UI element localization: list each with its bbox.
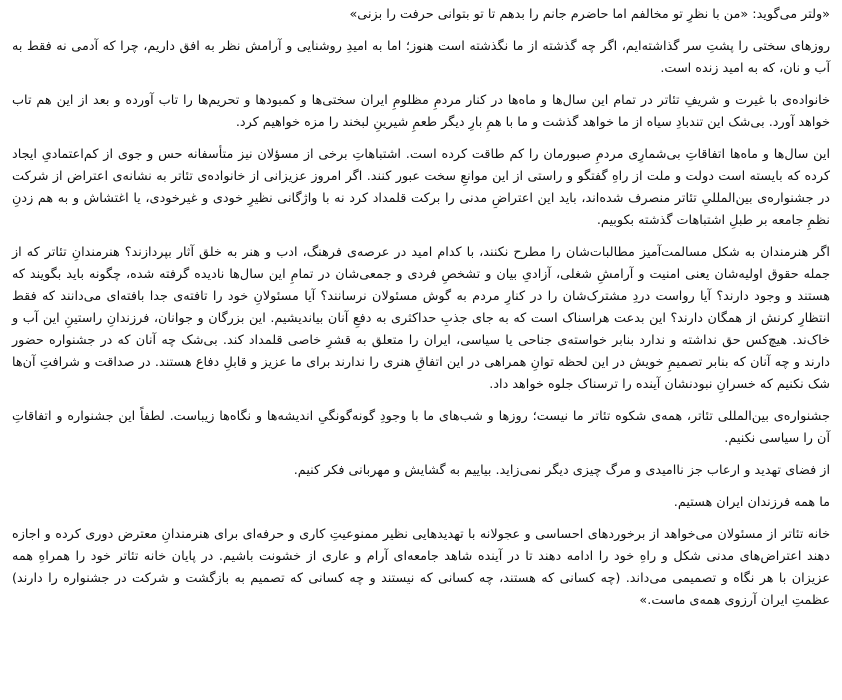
paragraph: خانه تئاتر از مسئولان می‌خواهد از برخوردهای احساسی و عجولانه با تهدیدهایی نظیر ممنوعیتِ کاری و حرفه‌ای برای هنرمندانِ معترض دوری کرده و اجازه دهند اعتراض‌های مدنی شکل و راهِ خود را ادامه دهند تا در آینده شاهد جامعه‌ای آرام و عاری از خشونت باشیم. در پایان خانه تئاتر خود را همراهِ همه عزیزان با هر نگاه و تصمیمی می‌داند. (چه کسانی که هستند، چه کسانی که نیستند و چه کسانی که تصمیم به بازگشت و شرکت در جشنواره را دارند) عظمتِ ایران آرزوی همه‌ی ماست.» — [12, 527, 830, 608]
paragraph: این سال‌ها و ماه‌ها اتفاقاتِ بی‌شمارِی مردمِ صبورمان را کم طاقت کرده است. اشتباهاتِ برخی از مسؤلان نیز متأسفانه حس و جوی از کم‌اعتمادیِ ایجاد کرده که بایسته است دولت و ملت از راهِ گفتگو و راستی از این موانعِ سخت عبور کنند. اگر امروز عزیزانی از خانواده‌ی تئاتر به نشانه‌ی اعتراض از شرکت در جشنواره‌ی بین‌المللیِ تئاتر منصرف شده‌اند، باید این اعتراضِ مدنی را برکت قلمداد کرد نه با واژگانی نظیرِ خودی و غیرخودی، یا اغتشاش و به هم زدنِ نظمِ جامعه بر طبلِ اشتباهات گذشته بکوبیم. — [12, 147, 830, 228]
paragraph: روزهای سختی را پشتِ سر گذاشته‌ایم، اگر چه گذشته از ما نگذشته است هنوز؛ اما به امیدِ روشنایی و آرامش نظر به افق داریم، چرا که آدمی نه فقط به آب و نان، که به امید زنده است. — [12, 39, 830, 76]
paragraph: جشنواره‌ی بین‌المللی تئاتر، همه‌ی شکوه تئاتر ما نیست؛ روزها و شب‌های ما با وجودِ گونه‌گونگیِ اندیشه‌ها و نگاه‌ها زیباست. لطفاً این جشنواره و اتفاقاتِ آن را سیاسی نکنیم. — [12, 409, 830, 446]
paragraph: اگر هنرمندان به شکل مسالمت‌آمیز مطالبات‌شان را مطرح نکنند، با کدام امید در عرصه‌ی فرهنگ، ادب و هنر به خلق آثار بپردازند؟ هنرمندانِ تئاتر که از جمله حقوق اولیه‌شان یعنی امنیت و آرامشِ شغلی، آزادیِ بیان و تشخصِ فردی و جمعی‌شان در تمامِ این سال‌ها نادیده گرفته شده، چگونه باید بگویند که هستند و وجود دارند؟ آیا رواست دردِ مشترک‌شان را در کنارِ مردم به گوش مسئولان نرسانند؟ آیا مسئولانِ خود را تافته‌ی جدا بافته‌ای می‌دانند که فقط انتظارِ کرنش از همگان دارند؟ این بدعت هراسناک است که به جای جذبِ حداکثری به دفعِ آنان بیاندیشیم. این بزرگان و جوانان، فرزندانِ راستینِ این آب و خاک‌ند. هیچ‌کس حق نداشته و ندارد بنابر خواسته‌ی جناحی یا سیاسی، ایران را متعلق به قشرِ خاصی قلمداد کند. بی‌شک چه آنان که در جشنواره حضور دارند و چه آنان که بنابر تصمیمِ خویش در این لحظه توانِ همراهی در این اتفاقِ هنری را ندارند برای ما عزیز و قابلِ دفاع هستند. در صداقت و شرافتِ آن‌ها شک نکنیم که خسرانِ نبودنشان آینده را ترسناک جلوه خواهد داد. — [12, 245, 830, 392]
paragraph: ما همه فرزندان ایران هستیم. — [673, 495, 830, 510]
paragraph: خانواده‌ی با غیرت و شریفِ تئاتر در تمام این سال‌ها و ماه‌ها در کنار مردمِ مظلومِ ایران سختی‌ها و کمبودها و تحریم‌ها را تاب آورده و بعد از این هم تاب خواهد آورد. بی‌شک این تندبادِ سیاه از ما خواهد گذشت و ما با همِ بارِ دیگر طعمِ شیرینِ لبخند را مزه خواهیم کرد. — [12, 93, 830, 130]
intro-quote: «ولتر می‌گوید: «من با نظرِ تو مخالفم اما حاضرم جانم را بدهم تا تو بتوانی حرفت را بزنی» — [349, 7, 830, 22]
paragraph: از فضای تهدید و ارعاب جز ناامیدی و مرگ چیزی دیگر نمی‌زاید. بیاییم به گشایش و مهربانی فکر کنیم. — [293, 463, 830, 478]
